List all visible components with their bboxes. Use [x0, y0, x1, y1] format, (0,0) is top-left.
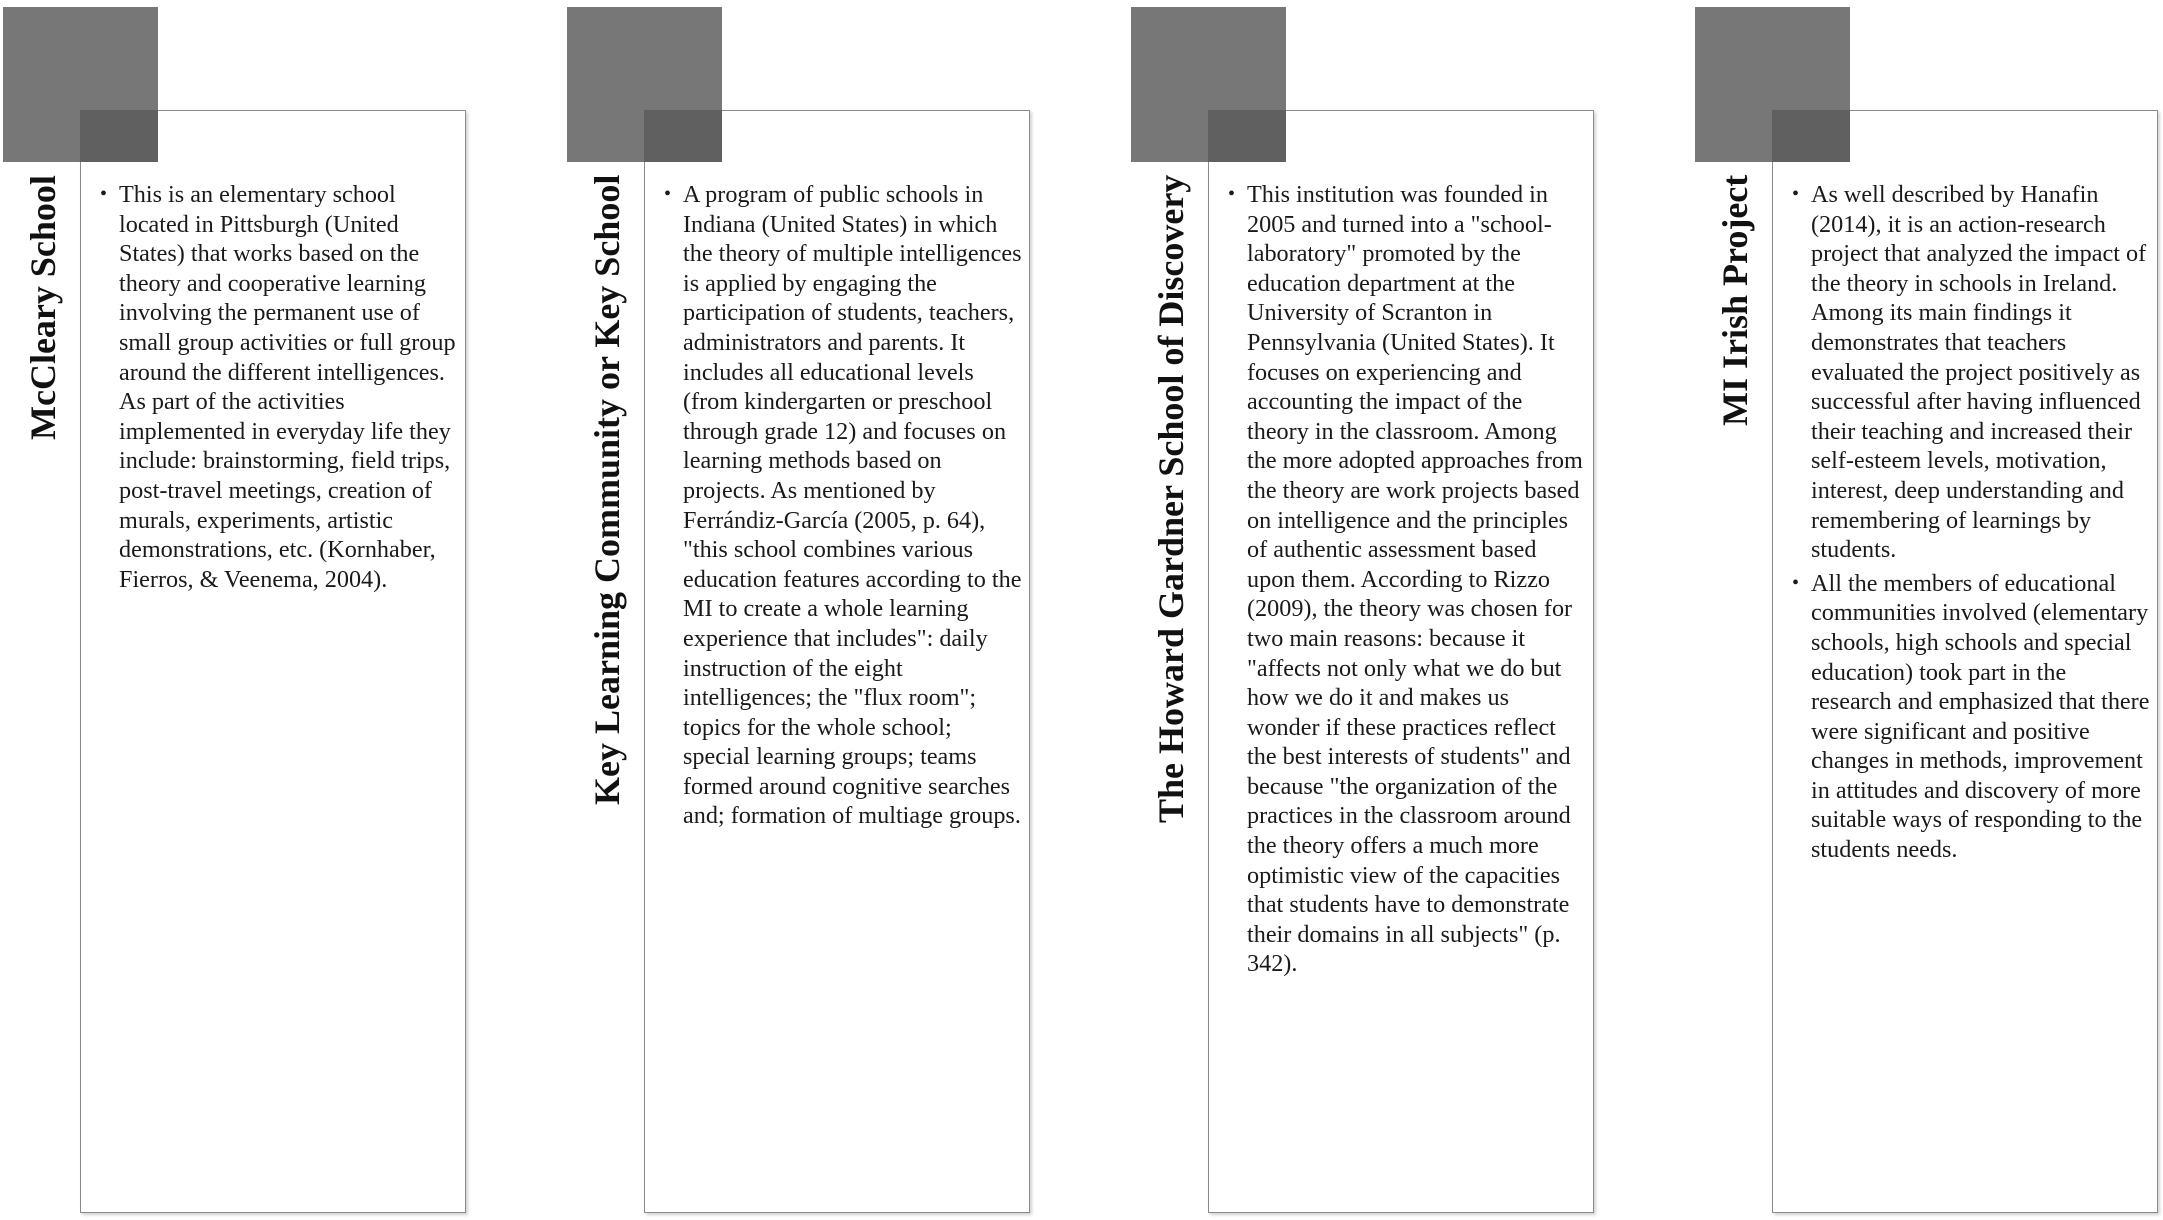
title-wrap [576, 175, 638, 865]
square-overlap [1208, 110, 1286, 162]
square-overlap [80, 110, 158, 162]
title-wrap [12, 175, 74, 865]
panel-title: Key Learning Community or Key School [587, 175, 627, 806]
bullet-item: • All the members of educational communities involved (elementary schools, high schools and special education) took part in the research and emphasized that there were significant and positive changes in methods, improvement in attitudes and discovery of more suitable ways of responding to the students needs. [1789, 569, 2151, 865]
bullet-item: • A program of public schools in Indiana (United States) in which the theory of multiple intelligences is applied by engaging the participation of students, teachers, administrators and parents. It includes all educational levels (from kindergarten or preschool through grade 12) and focuses on learning methods based on projects. As mentioned by Ferrándiz-García (2005, p. 64), "this school combines various education features according to the MI to create a whole learning experience that includes": daily instruction of the eight intelligences; the "flux room"; topics for the whole school; special learning groups; teams formed around cognitive searches and; formation of multiage groups. [661, 180, 1023, 831]
square-overlap [644, 110, 722, 162]
bullet-list [1225, 180, 1587, 983]
panel-mccleary-school [0, 0, 470, 1220]
bullet-item: • As well described by Hanafin (2014), it is an action-research project that analyzed the impact of the theory in schools in Ireland. Among its main findings it demonstrates that teachers evaluated the project positively as successful after having influenced their teaching and increased their self-esteem levels, motivation, interest, deep understanding and remembering of learnings by students. [1789, 180, 2151, 565]
title-wrap [1704, 175, 1766, 865]
panel-title: The Howard Gardner School of Discovery [1151, 175, 1191, 824]
bullet-item: • This institution was founded in 2005 and turned into a "school-laboratory" promoted by the education department at the University of Scranton in Pennsylvania (United States). It focuses on experiencing and accounting the impact of the theory in the classroom. Among the more adopted approaches from the theory are work projects based on intelligence and the principles of authentic assessment based upon them. According to Rizzo (2009), the theory was chosen for two main reasons: because it "affects not only what we do but how we do it and makes us wonder if these practices reflect the best interests of students" and because "the organization of the practices in the classroom around the theory offers a much more optimistic view of the capacities that students have to demonstrate their domains in all subjects" (p. 342). [1225, 180, 1587, 979]
bullet-item: • This is an elementary school located in Pittsburgh (United States) that works based on the theory and cooperative learning involving the permanent use of small group activities or full group around the different intelligences. As part of the activities implemented in everyday life they include: brainstorming, field trips, post-travel meetings, creation of murals, experiments, artistic demonstrations, etc. (Kornhaber, Fierros, & Veenema, 2004). [97, 180, 459, 594]
panel-howard-gardner-school [1128, 0, 1598, 1220]
square-overlap [1772, 110, 1850, 162]
bullet-list [97, 180, 459, 598]
bullet-list [1789, 180, 2151, 869]
panel-key-learning-community [564, 0, 1034, 1220]
title-wrap [1140, 175, 1202, 865]
panel-mi-irish-project [1692, 0, 2162, 1220]
bullet-list [661, 180, 1023, 835]
panel-title: McCleary School [23, 175, 63, 440]
panel-title: MI Irish Project [1715, 175, 1755, 427]
